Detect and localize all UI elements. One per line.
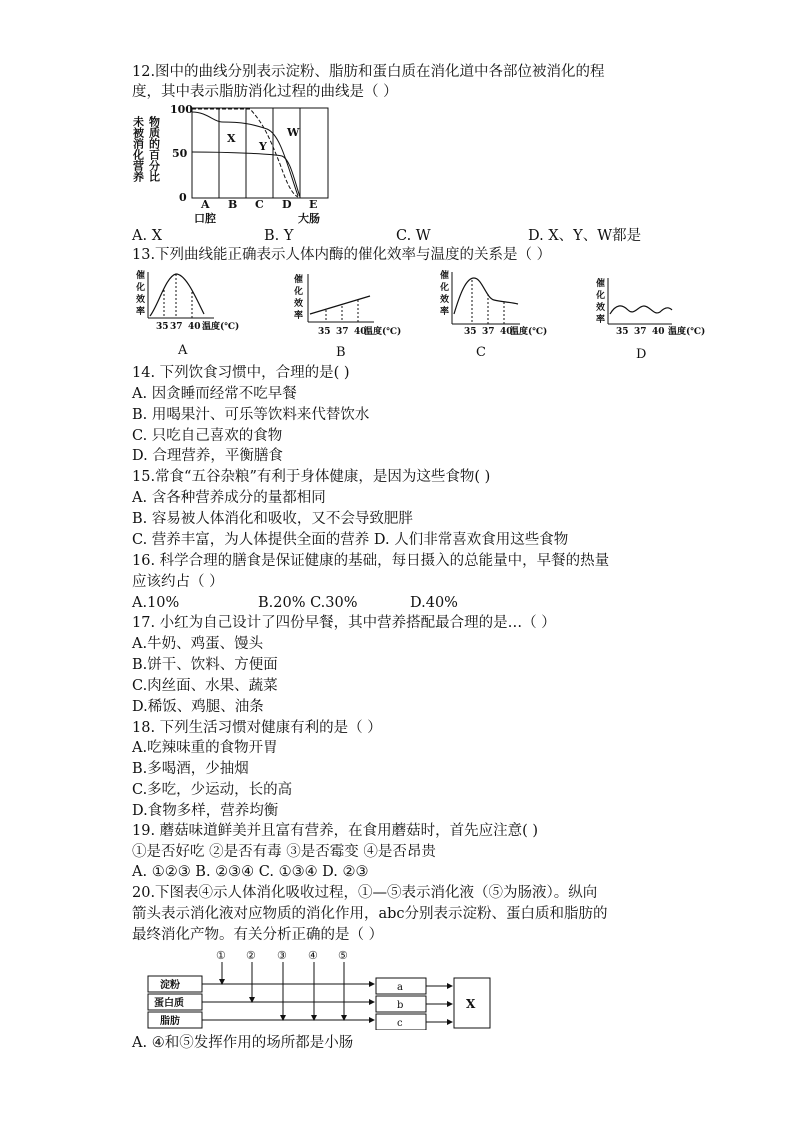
svg-text:温度(℃): 温度(℃)	[364, 327, 402, 337]
q20-digestive-4: ④	[308, 949, 318, 962]
svg-text:40: 40	[500, 327, 513, 337]
q16-option-a: A.10%	[132, 595, 180, 611]
q12-xtick-b: B	[228, 198, 238, 211]
svg-text:率: 率	[136, 307, 146, 317]
q17-option-b: B.饼干、饮料、方便面	[132, 657, 278, 673]
svg-text:40: 40	[354, 327, 367, 337]
q14-option-c: C. 只吃自己喜欢的食物	[132, 428, 283, 444]
q20-digestive-5: ⑤	[338, 949, 348, 962]
q20-option-a: A. ④和⑤发挥作用的场所都是小肠	[132, 1035, 354, 1051]
q16-stem-line2: 应该约占（ ）	[132, 574, 224, 590]
q16-stem-line1: 16. 科学合理的膳食是保证健康的基础，每日摄入的总能量中，早餐的热量	[132, 553, 610, 569]
q15-option-cd: C. 营养丰富，为人体提供全面的营养 D. 人们非常喜欢食用这些食物	[132, 532, 569, 548]
q14-option-b: B. 用喝果汁、可乐等饮料来代替饮水	[132, 407, 370, 423]
q12-xname-mouth: 口腔	[194, 212, 216, 225]
svg-text:率: 率	[294, 311, 304, 321]
q17-option-c: C.肉丝面、水果、蔬菜	[132, 678, 278, 694]
q13-letter-d: D	[636, 347, 647, 362]
q12-option-a: A. X	[132, 228, 163, 244]
svg-text:温度(℃): 温度(℃)	[202, 322, 240, 332]
q20-product-a: a	[397, 982, 403, 993]
q12-ytick-50: 50	[172, 147, 188, 160]
q18-option-d: D.食物多样，营养均衡	[132, 803, 279, 819]
q12-option-d: D. X、Y、W都是	[528, 228, 642, 244]
svg-text:35: 35	[318, 327, 331, 337]
q14-stem: 14. 下列饮食习惯中，合理的是( )	[132, 365, 350, 381]
svg-text:效: 效	[440, 295, 450, 305]
q12-xname-large-intestine: 大肠	[298, 212, 320, 225]
q13-stem: 13.下列曲线能正确表示人体内酶的催化效率与温度的关系是（ ）	[132, 247, 552, 263]
svg-text:40: 40	[188, 322, 201, 332]
svg-text:催: 催	[136, 271, 146, 281]
q15-stem: 15.常食“五谷杂粮”有利于身体健康，是因为这些食物( )	[132, 469, 491, 485]
q12-xtick-a: A	[201, 198, 210, 211]
q13-graph-c	[436, 268, 566, 360]
q12-curve-label-w: W	[287, 126, 300, 139]
q20-digestive-3: ③	[277, 949, 287, 962]
q12-stem-line1: 12.图中的曲线分别表示淀粉、脂肪和蛋白质在消化道中各部位被消化的程	[132, 64, 605, 80]
q12-ytick-0: 0	[179, 191, 187, 204]
q12-curve-label-y: Y	[259, 140, 267, 153]
q12-option-b: B. Y	[264, 228, 294, 244]
svg-text:40: 40	[652, 327, 665, 337]
q20-digestion-diagram	[146, 948, 492, 1030]
svg-text:催: 催	[596, 279, 606, 289]
q15-option-b: B. 容易被人体消化和吸收，又不会导致肥胖	[132, 511, 413, 527]
q19-options: A. ①②③ B. ②③④ C. ①③④ D. ②③	[132, 864, 369, 880]
q20-product-c: c	[397, 1018, 403, 1029]
svg-text:温度(℃): 温度(℃)	[510, 327, 548, 337]
svg-text:效: 效	[596, 303, 606, 313]
q12-xtick-c: C	[255, 198, 264, 211]
svg-text:化: 化	[294, 287, 304, 297]
svg-text:率: 率	[440, 307, 450, 317]
q20-digestive-2: ②	[246, 949, 256, 962]
svg-text:效: 效	[136, 295, 146, 305]
svg-text:37: 37	[170, 322, 183, 332]
q13-graph-b	[290, 268, 410, 360]
q19-items: ①是否好吃 ②是否有毒 ③是否霉变 ④是否昂贵	[132, 844, 436, 860]
q13-graph-d	[592, 272, 722, 364]
svg-text:温度(℃): 温度(℃)	[668, 327, 706, 337]
q20-row-fat: 脂肪	[160, 1016, 180, 1027]
q12-curve-x	[192, 112, 298, 196]
q12-ylabel-col1: 未被消化营养	[132, 116, 145, 182]
q20-row-protein: 蛋白质	[154, 998, 184, 1009]
q12-xtick-e: E	[309, 198, 318, 211]
q12-xtick-d: D	[282, 198, 292, 211]
q13-letter-c: C	[476, 345, 486, 360]
q20-stem-line1: 20.下图表④示人体消化吸收过程，①—⑤表示消化液（⑤为肠液）。纵向	[132, 885, 598, 901]
svg-text:37: 37	[482, 327, 495, 337]
q14-option-a: A. 因贪睡而经常不吃早餐	[132, 386, 297, 402]
q12-curve-label-x: X	[227, 132, 236, 145]
q14-option-d: D. 合理营养，平衡膳食	[132, 448, 283, 464]
q18-option-c: C.多吃，少运动，长的高	[132, 782, 293, 798]
q12-digestion-chart	[132, 104, 332, 228]
q20-product-b: b	[397, 1000, 404, 1011]
q18-option-b: B.多喝酒，少抽烟	[132, 761, 249, 777]
q13-letter-a: A	[178, 343, 188, 358]
q20-final-x: X	[466, 997, 476, 1011]
svg-text:率: 率	[596, 315, 606, 325]
q12-stem-line2: 度，其中表示脂肪消化过程的曲线是（ ）	[132, 84, 398, 100]
q12-ylabel-col2: 物质的百分比	[147, 116, 161, 182]
q20-digestive-1: ①	[216, 949, 226, 962]
q18-stem: 18. 下列生活习惯对健康有利的是（ ）	[132, 720, 382, 736]
svg-text:37: 37	[336, 327, 349, 337]
svg-text:化: 化	[136, 283, 146, 293]
svg-text:35: 35	[616, 327, 629, 337]
q13-letter-b: B	[336, 345, 346, 360]
q12-option-c: C. W	[396, 228, 431, 244]
q19-stem: 19. 蘑菇味道鲜美并且富有营养，在食用蘑菇时，首先应注意( )	[132, 823, 539, 839]
svg-text:化: 化	[596, 291, 606, 301]
svg-text:效: 效	[294, 299, 304, 309]
q17-stem: 17. 小红为自己设计了四份早餐，其中营养搭配最合理的是…（ ）	[132, 615, 556, 631]
q16-option-bc: B.20% C.30%	[258, 595, 358, 611]
q20-row-starch: 淀粉	[160, 980, 180, 991]
q16-option-d: D.40%	[410, 595, 458, 611]
q15-option-a: A. 含各种营养成分的量都相同	[132, 490, 326, 506]
svg-text:35: 35	[464, 327, 477, 337]
svg-text:催: 催	[294, 275, 304, 285]
q17-option-d: D.稀饭、鸡腿、油条	[132, 699, 264, 715]
svg-text:35: 35	[156, 322, 169, 332]
q13-graph-a	[132, 268, 252, 360]
svg-text:化: 化	[440, 283, 450, 293]
q18-option-a: A.吃辣味重的食物开胃	[132, 740, 278, 756]
q17-option-a: A.牛奶、鸡蛋、馒头	[132, 636, 264, 652]
q20-stem-line2: 箭头表示消化液对应物质的消化作用，abc分别表示淀粉、蛋白质和脂肪的	[132, 906, 608, 922]
q20-stem-line3: 最终消化产物。有关分析正确的是（ ）	[132, 927, 384, 943]
svg-text:37: 37	[634, 327, 647, 337]
svg-text:催: 催	[440, 271, 450, 281]
q12-ytick-100: 100	[170, 104, 193, 116]
